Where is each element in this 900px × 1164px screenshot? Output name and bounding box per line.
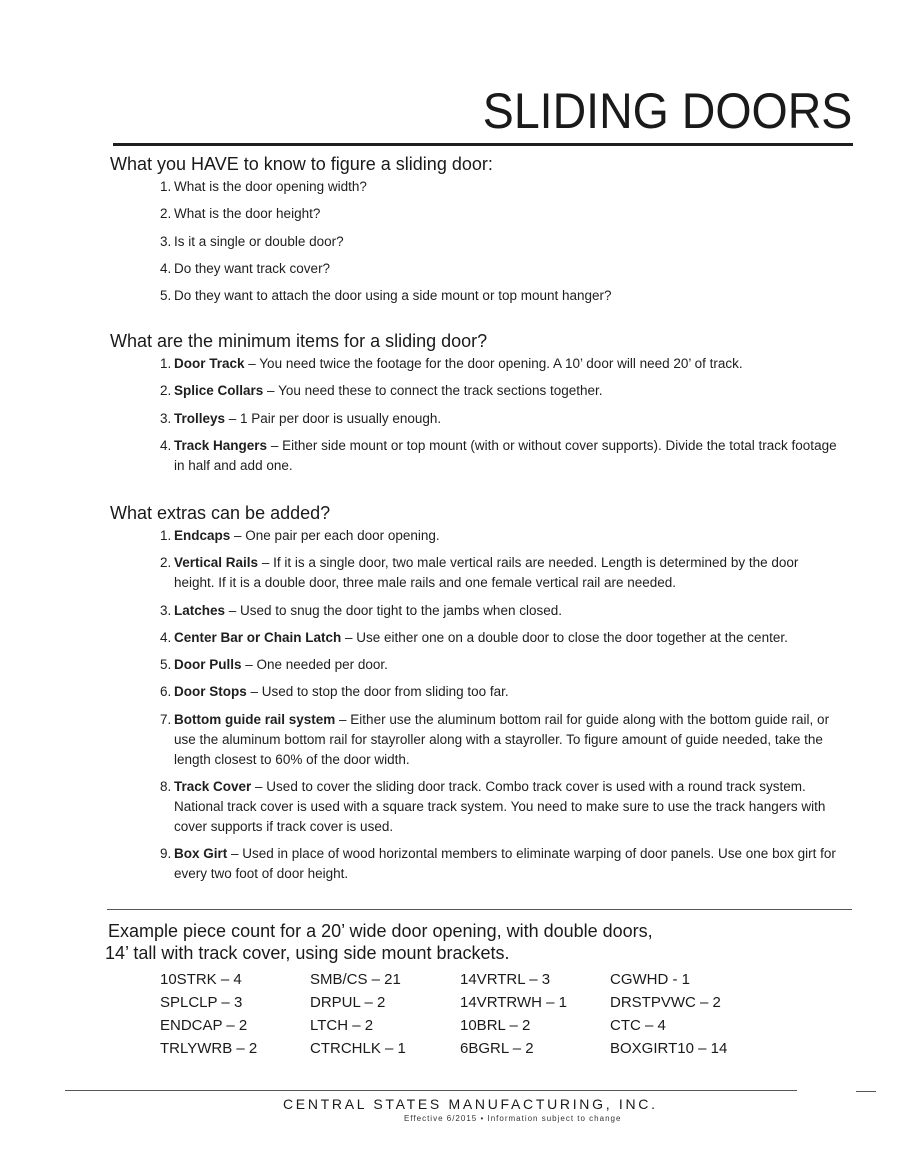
list-item bbox=[160, 526, 840, 546]
item-number: 2. bbox=[160, 383, 172, 399]
list-item bbox=[160, 601, 840, 621]
item-term: Trolleys bbox=[174, 410, 226, 426]
item-text: Do they want track cover? bbox=[174, 260, 331, 276]
item-term: Door Track bbox=[174, 356, 245, 371]
item-number: 4. bbox=[160, 437, 172, 453]
section-divider bbox=[107, 909, 852, 910]
item-number: 1. bbox=[160, 528, 172, 543]
item-text: – 1 Pair per door is usually enough. bbox=[225, 410, 442, 426]
piece-count-item: CTRCHLK – 1 bbox=[310, 1040, 406, 1057]
list-item bbox=[160, 286, 840, 306]
item-term: Endcaps bbox=[174, 528, 231, 543]
piece-count-item: TRLYWRB – 2 bbox=[160, 1040, 258, 1057]
piece-count-item: ENDCAP – 2 bbox=[160, 1017, 248, 1034]
item-number: 1. bbox=[160, 356, 172, 371]
item-term: Box Girt bbox=[174, 846, 228, 862]
item-number: 4. bbox=[160, 629, 172, 645]
item-text: What is the door height? bbox=[174, 206, 321, 222]
item-number: 8. bbox=[160, 779, 172, 795]
item-term: Door Stops bbox=[174, 684, 247, 700]
list-item bbox=[160, 232, 840, 252]
section-heading-have-to-know: What you HAVE to know to figure a sliding door: bbox=[110, 154, 493, 174]
list-item bbox=[160, 553, 840, 593]
list-item bbox=[160, 381, 840, 401]
item-text: – Either side mount or top mount (with or without cover supports). Divide the total track footage in half and add one. bbox=[174, 437, 837, 473]
item-number: 3. bbox=[160, 410, 172, 426]
item-text: – Used to cover the sliding door track. Combo track cover is used with a round track system. National track cover is used with a square track system. You need to make sure to use the track hangers with cover supports if track cover is used. bbox=[174, 779, 826, 835]
item-text: What is the door opening width? bbox=[174, 179, 367, 194]
list-item bbox=[160, 409, 840, 429]
footer-divider-right bbox=[856, 1091, 876, 1092]
list-item bbox=[160, 710, 840, 770]
piece-count-item: BOXGIRT10 – 14 bbox=[610, 1040, 728, 1057]
piece-count-item: DRSTPVWC – 2 bbox=[610, 994, 721, 1011]
item-number: 2. bbox=[160, 555, 172, 571]
piece-count-item: LTCH – 2 bbox=[310, 1017, 374, 1034]
title-divider bbox=[113, 143, 853, 146]
list-item bbox=[160, 204, 840, 224]
extras-list bbox=[160, 526, 840, 892]
minimum-items-list bbox=[160, 354, 840, 483]
example-heading bbox=[105, 920, 653, 964]
item-number: 7. bbox=[160, 711, 172, 727]
effective-note: Effective 6/2015 • Information subject to change bbox=[404, 1114, 622, 1123]
piece-count-item: CTC – 4 bbox=[610, 1017, 666, 1034]
section-heading-extras: What extras can be added? bbox=[110, 503, 331, 523]
piece-count-item: 14VRTRL – 3 bbox=[460, 971, 551, 988]
item-number: 5. bbox=[160, 657, 172, 673]
list-item bbox=[160, 628, 840, 648]
list-item bbox=[160, 777, 840, 837]
piece-count-item: DRPUL – 2 bbox=[310, 994, 386, 1011]
item-term: Track Cover bbox=[174, 779, 252, 795]
item-number: 5. bbox=[160, 288, 172, 304]
item-text: – One needed per door. bbox=[241, 657, 388, 673]
piece-count-item: 6BGRL – 2 bbox=[460, 1040, 534, 1057]
item-text: – Used to snug the door tight to the jambs when closed. bbox=[225, 602, 562, 618]
piece-count-item: 10BRL – 2 bbox=[460, 1017, 531, 1034]
item-text: – You need twice the footage for the door opening. A 10’ door will need 20’ of track. bbox=[244, 356, 743, 371]
list-item bbox=[160, 844, 840, 884]
section-heading-minimum-items: What are the minimum items for a sliding door? bbox=[110, 331, 488, 351]
example-line-1: Example piece count for a 20’ wide door opening, with double doors, bbox=[108, 921, 653, 941]
item-text: – Use either one on a double door to close the door together at the center. bbox=[341, 629, 788, 645]
item-term: Center Bar or Chain Latch bbox=[174, 629, 342, 645]
item-number: 9. bbox=[160, 846, 172, 862]
item-text: – Used in place of wood horizontal members to eliminate warping of door panels. Use one box girt for every two foot of door height. bbox=[174, 846, 836, 882]
piece-count-item: SMB/CS – 21 bbox=[310, 971, 401, 988]
item-number: 3. bbox=[160, 233, 172, 249]
item-text: Is it a single or double door? bbox=[174, 233, 344, 249]
list-item bbox=[160, 354, 840, 374]
piece-count-item: 14VRTRWH – 1 bbox=[460, 994, 567, 1011]
piece-count-item: SPLCLP – 3 bbox=[160, 994, 243, 1011]
item-number: 4. bbox=[160, 260, 172, 276]
have-to-know-list bbox=[160, 177, 840, 313]
item-term: Vertical Rails bbox=[174, 555, 259, 571]
item-term: Latches bbox=[174, 602, 226, 618]
item-number: 2. bbox=[160, 206, 172, 222]
item-text: – Either use the aluminum bottom rail for guide along with the bottom guide rail, or use the aluminum bottom rail for stayroller along with a stayroller. To figure amount of guide needed, take the length closest to 60% of the door width. bbox=[174, 711, 830, 767]
list-item bbox=[160, 655, 840, 675]
item-number: 1. bbox=[160, 179, 172, 194]
piece-count-item: CGWHD - 1 bbox=[610, 971, 690, 988]
list-item bbox=[160, 436, 840, 476]
example-line-2: 14’ tall with track cover, using side mount brackets. bbox=[105, 943, 510, 963]
item-text: Do they want to attach the door using a side mount or top mount hanger? bbox=[174, 288, 612, 304]
item-text: – One pair per each door opening. bbox=[230, 528, 440, 543]
item-term: Door Pulls bbox=[174, 657, 242, 673]
piece-count-item: 10STRK – 4 bbox=[160, 971, 242, 988]
item-text: – Used to stop the door from sliding too far. bbox=[246, 684, 509, 700]
footer-divider bbox=[65, 1090, 797, 1091]
company-name: CENTRAL STATES MANUFACTURING, INC. bbox=[283, 1096, 658, 1112]
item-term: Bottom guide rail system bbox=[174, 711, 336, 727]
item-text: – If it is a single door, two male vertical rails are needed. Length is determined by the door height. If it is a double door, three male rails and one female vertical rail are needed. bbox=[174, 555, 799, 591]
item-number: 6. bbox=[160, 684, 172, 700]
item-number: 3. bbox=[160, 602, 172, 618]
list-item bbox=[160, 682, 840, 702]
piece-count-grid bbox=[160, 970, 780, 1059]
list-item bbox=[160, 259, 840, 279]
item-text: – You need these to connect the track sections together. bbox=[263, 383, 603, 399]
item-term: Track Hangers bbox=[174, 437, 268, 453]
item-term: Splice Collars bbox=[174, 383, 264, 399]
page-title: SLIDING DOORS bbox=[482, 83, 852, 139]
list-item bbox=[160, 177, 840, 197]
